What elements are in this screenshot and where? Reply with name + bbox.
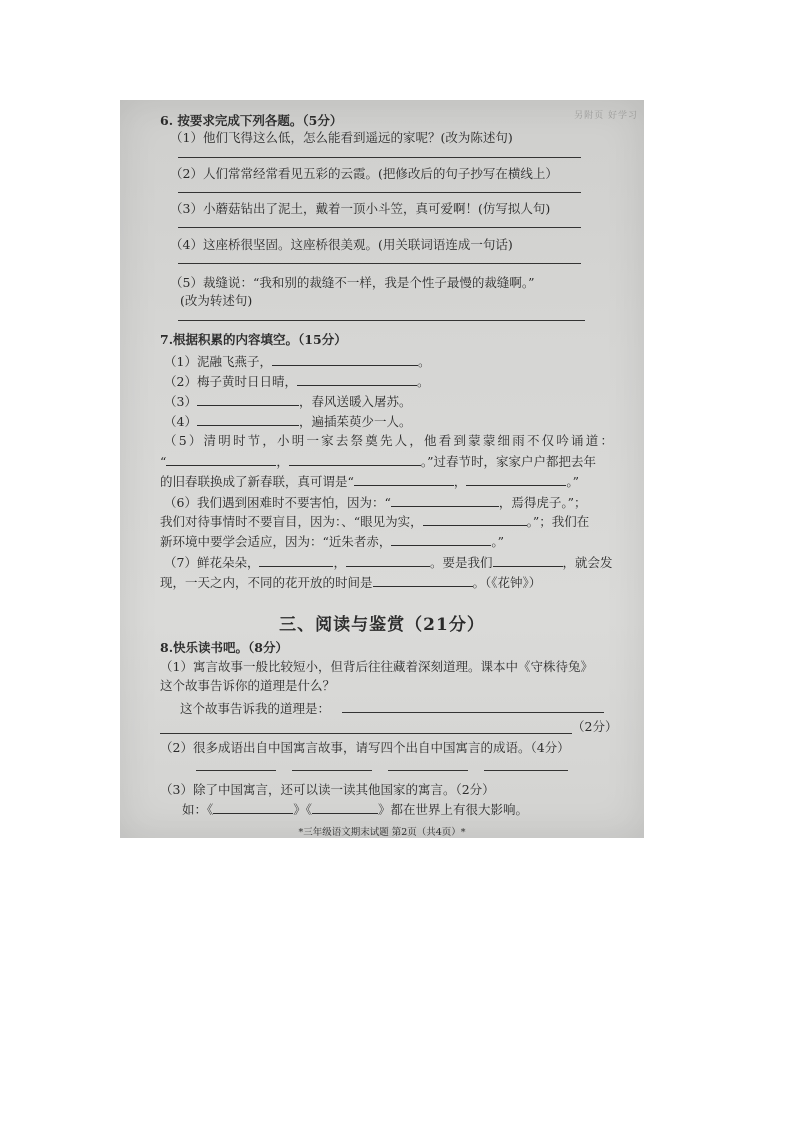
fill-blank[interactable] [391,533,491,546]
answer-line[interactable] [342,712,604,713]
q8-part-1-score: （2分） [572,719,618,734]
q7-line-5b: “ ， 。”过春节时，家家户户都把去年 [160,454,597,469]
fill-blank[interactable] [297,373,417,386]
fill-blank[interactable] [466,473,566,486]
answer-line[interactable] [178,227,581,228]
idiom-line[interactable] [292,770,372,771]
fill-blank[interactable] [354,473,454,486]
q8-part-1: （1）寓言故事一般比较短小，但背后往往藏着深刻道理。课本中《守株待兔》 [160,659,593,674]
fill-blank[interactable] [391,494,499,507]
q7-line-1: （1）泥融飞燕子， 。 [164,354,431,369]
q6-item-3: （3）小蘑菇钻出了泥土，戴着一顶小斗笠，真可爱啊！(仿写拟人句) [170,201,551,216]
q8-part-3-example: 如：《 》《 》都在世界上有很大影响。 [182,802,529,817]
q6-item-5: （5）裁缝说：“我和别的裁缝不一样，我是个性子最慢的裁缝啊。” [170,275,535,290]
page-footer: *三年级语文期末试题 第2页（共4页）* [298,827,466,838]
q8-part-2: （2）很多成语出自中国寓言故事，请写四个出自中国寓言的成语。（4分） [160,740,570,755]
header-mark: 另附页 好学习 [574,111,638,121]
fill-blank[interactable] [312,801,378,814]
q7-line-5c: 的旧春联换成了新春联，真可谓是“ ， 。” [160,474,580,489]
fill-blank[interactable] [346,554,430,567]
q8-title: 8.快乐读书吧。（8分） [160,640,288,655]
q7-line-6b: 我们对待事情时不要盲目，因为：、“眼见为实， 。”；我们在 [160,514,590,529]
q7-line-2: （2）梅子黄时日日晴， 。 [164,374,430,389]
q6-item-5-note: (改为转述句) [180,293,253,308]
q6-item-1: （1）他们飞得这么低，怎么能看到遥远的家呢？(改为陈述句) [170,130,513,145]
q7-line-6a: （6）我们遇到困难时不要害怕，因为：“ ，焉得虎子。”； [164,495,587,510]
q6-title: 6. 按要求完成下列各题。（5分） [160,113,343,128]
q8-part-1-answer-prompt: 这个故事告诉我的道理是： [180,701,331,716]
idiom-line[interactable] [196,770,276,771]
answer-line[interactable] [160,733,572,734]
q8-part-1-line-2: 这个故事告诉你的道理是什么？ [160,678,336,693]
fill-blank[interactable] [213,801,293,814]
fill-blank[interactable] [166,453,276,466]
fill-blank[interactable] [423,513,527,526]
fill-blank[interactable] [272,353,418,366]
fill-blank[interactable] [373,574,473,587]
q6-item-2: （2）人们常常经常看见五彩的云霞。(把修改后的句子抄写在横线上） [170,166,558,181]
q7-line-7b: 现，一天之内，不同的花开放的时间是 。（《花钟》） [160,575,542,590]
q7-line-5a: （5）清明时节，小明一家去祭奠先人，他看到蒙蒙细雨不仅吟诵道： [164,433,616,448]
answer-line[interactable] [178,157,581,158]
answer-line[interactable] [178,192,581,193]
idiom-line[interactable] [388,770,468,771]
scanned-page [120,100,644,838]
fill-blank[interactable] [259,554,333,567]
fill-blank[interactable] [197,413,299,426]
q7-line-7a: （7）鲜花朵朵， ， 。要是我们 ，就会发 [164,555,613,570]
fill-blank[interactable] [493,554,563,567]
q7-line-3: （3） ，春风送暖入屠苏。 [164,394,412,409]
idiom-line[interactable] [484,770,568,771]
q7-title: 7.根据积累的内容填空。（15分） [160,332,347,347]
q7-line-4: （4） ，遍插茱萸少一人。 [164,414,412,429]
answer-line[interactable] [178,320,585,321]
fill-blank[interactable] [197,393,299,406]
answer-line[interactable] [178,263,581,264]
q8-part-3: （3）除了中国寓言，还可以读一读其他国家的寓言。（2分） [160,782,495,797]
section-title: 三、阅读与鉴赏（21分） [279,615,485,635]
fill-blank[interactable] [289,453,421,466]
q6-item-4: （4）这座桥很坚固。这座桥很美观。(用关联词语连成一句话) [170,237,513,252]
q7-line-6c: 新环境中要学会适应，因为：“近朱者赤， 。” [160,534,505,549]
